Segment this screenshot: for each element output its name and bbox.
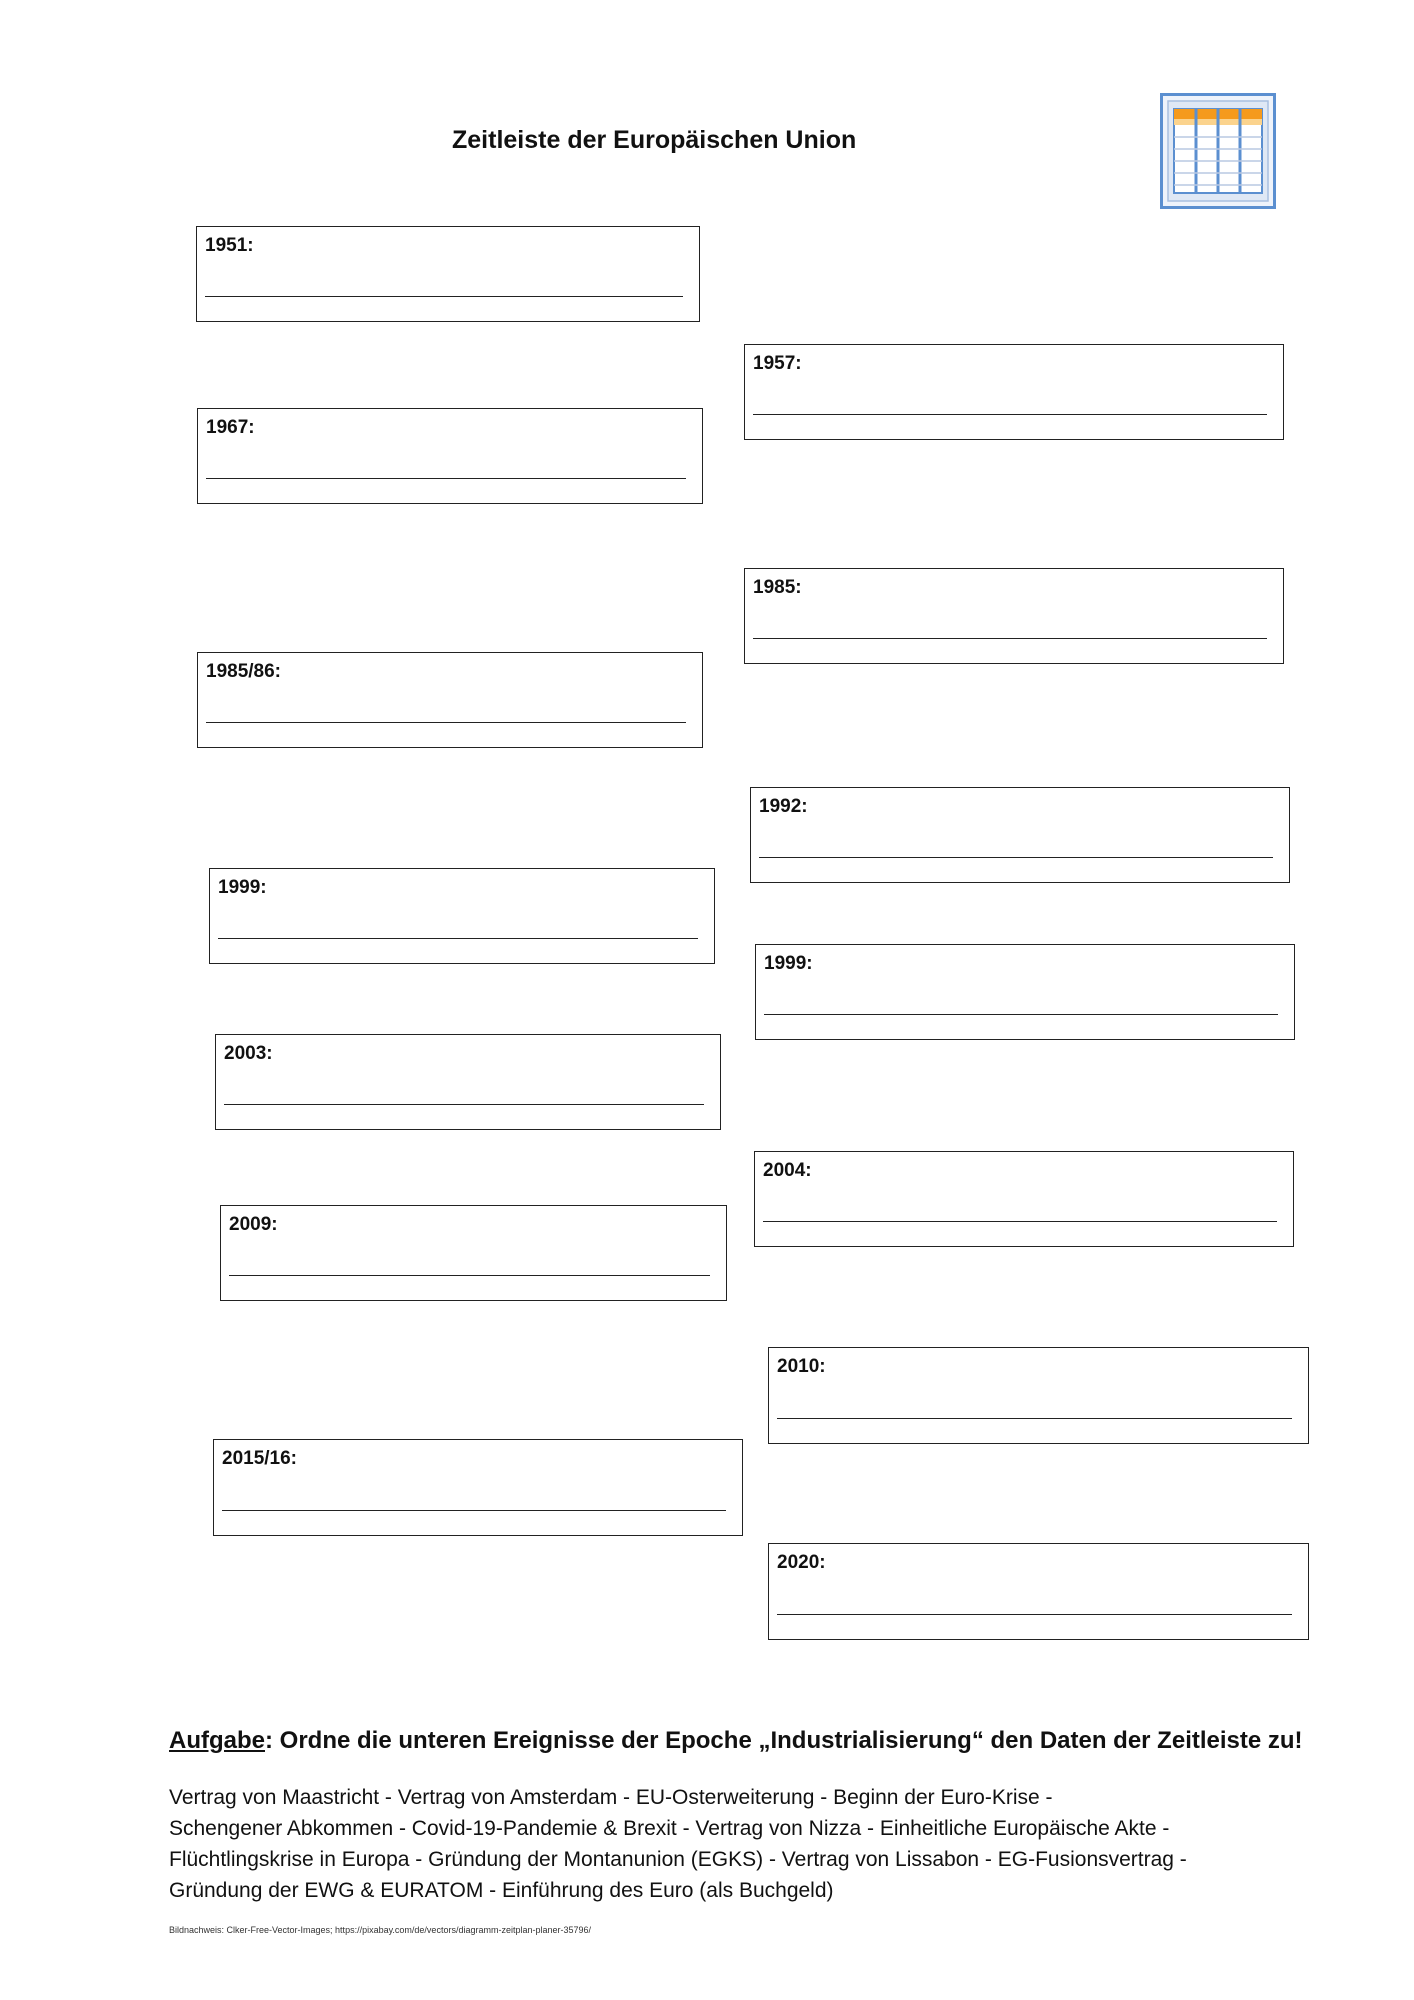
event-list-row: Gründung der EWG & EURATOM - Einführung des Euro (als Buchgeld) (169, 1879, 834, 1902)
answer-line[interactable] (764, 1014, 1278, 1015)
event-list-row: Flüchtlingskrise in Europa - Gründung der Montanunion (EGKS) - Vertrag von Lissabon - EG-Fusionsvertrag - (169, 1848, 1187, 1871)
timeline-year-label: 1951: (205, 235, 254, 256)
answer-line[interactable] (229, 1275, 710, 1276)
page-title: Zeitleiste der Europäischen Union (452, 126, 857, 154)
timeline-box-2010 (768, 1347, 1309, 1444)
timeline-box-1985 (744, 568, 1284, 664)
image-credit: Bildnachweis: Clker-Free-Vector-Images; https://pixabay.com/de/vectors/diagramm-zeitplan-planer-35796/ (169, 1925, 592, 1935)
timeline-box-2009 (220, 1205, 727, 1301)
timeline-box-1951 (196, 226, 700, 322)
timeline-box-2015-16 (213, 1439, 743, 1536)
timeline-year-label: 2010: (777, 1356, 826, 1377)
timeline-box-1992 (750, 787, 1290, 883)
timeline-box-1967 (197, 408, 703, 504)
answer-line[interactable] (222, 1510, 726, 1511)
answer-line[interactable] (206, 478, 686, 479)
answer-line[interactable] (777, 1418, 1292, 1419)
timeline-year-label: 1957: (753, 353, 802, 374)
spreadsheet-table-icon (1160, 93, 1276, 209)
answer-line[interactable] (206, 722, 686, 723)
timeline-box-2004 (754, 1151, 1294, 1247)
timeline-year-label: 1967: (206, 417, 255, 438)
timeline-year-label: 2020: (777, 1552, 826, 1573)
timeline-year-label: 1985: (753, 577, 802, 598)
task-label: Aufgabe (169, 1727, 265, 1754)
answer-line[interactable] (759, 857, 1273, 858)
timeline-box-1999-right (755, 944, 1295, 1040)
task-instruction (169, 1727, 1303, 1755)
timeline-box-1999-left (209, 868, 715, 964)
event-list-row: Vertrag von Maastricht - Vertrag von Amsterdam - EU-Osterweiterung - Beginn der Euro-Krise - (169, 1786, 1053, 1809)
answer-line[interactable] (763, 1221, 1277, 1222)
timeline-box-1985-86 (197, 652, 703, 748)
timeline-year-label: 1985/86: (206, 661, 282, 682)
answer-line[interactable] (205, 296, 683, 297)
timeline-box-1957 (744, 344, 1284, 440)
timeline-year-label: 1999: (218, 877, 267, 898)
timeline-year-label: 2009: (229, 1214, 278, 1235)
timeline-year-label: 2004: (763, 1160, 812, 1181)
answer-line[interactable] (218, 938, 698, 939)
event-list (169, 1782, 1279, 1906)
event-list-row: Schengener Abkommen - Covid-19-Pandemie & Brexit - Vertrag von Nizza - Einheitliche Europäische Akte - (169, 1817, 1170, 1840)
timeline-box-2020 (768, 1543, 1309, 1640)
answer-line[interactable] (777, 1614, 1292, 1615)
timeline-year-label: 1999: (764, 953, 813, 974)
answer-line[interactable] (224, 1104, 704, 1105)
answer-line[interactable] (753, 414, 1267, 415)
timeline-year-label: 1992: (759, 796, 808, 817)
timeline-box-2003 (215, 1034, 721, 1130)
answer-line[interactable] (753, 638, 1267, 639)
timeline-year-label: 2015/16: (222, 1448, 298, 1469)
task-text: : Ordne die unteren Ereignisse der Epoche „Industrialisierung“ den Daten der Zeitleiste zu! (265, 1727, 1303, 1754)
timeline-year-label: 2003: (224, 1043, 273, 1064)
